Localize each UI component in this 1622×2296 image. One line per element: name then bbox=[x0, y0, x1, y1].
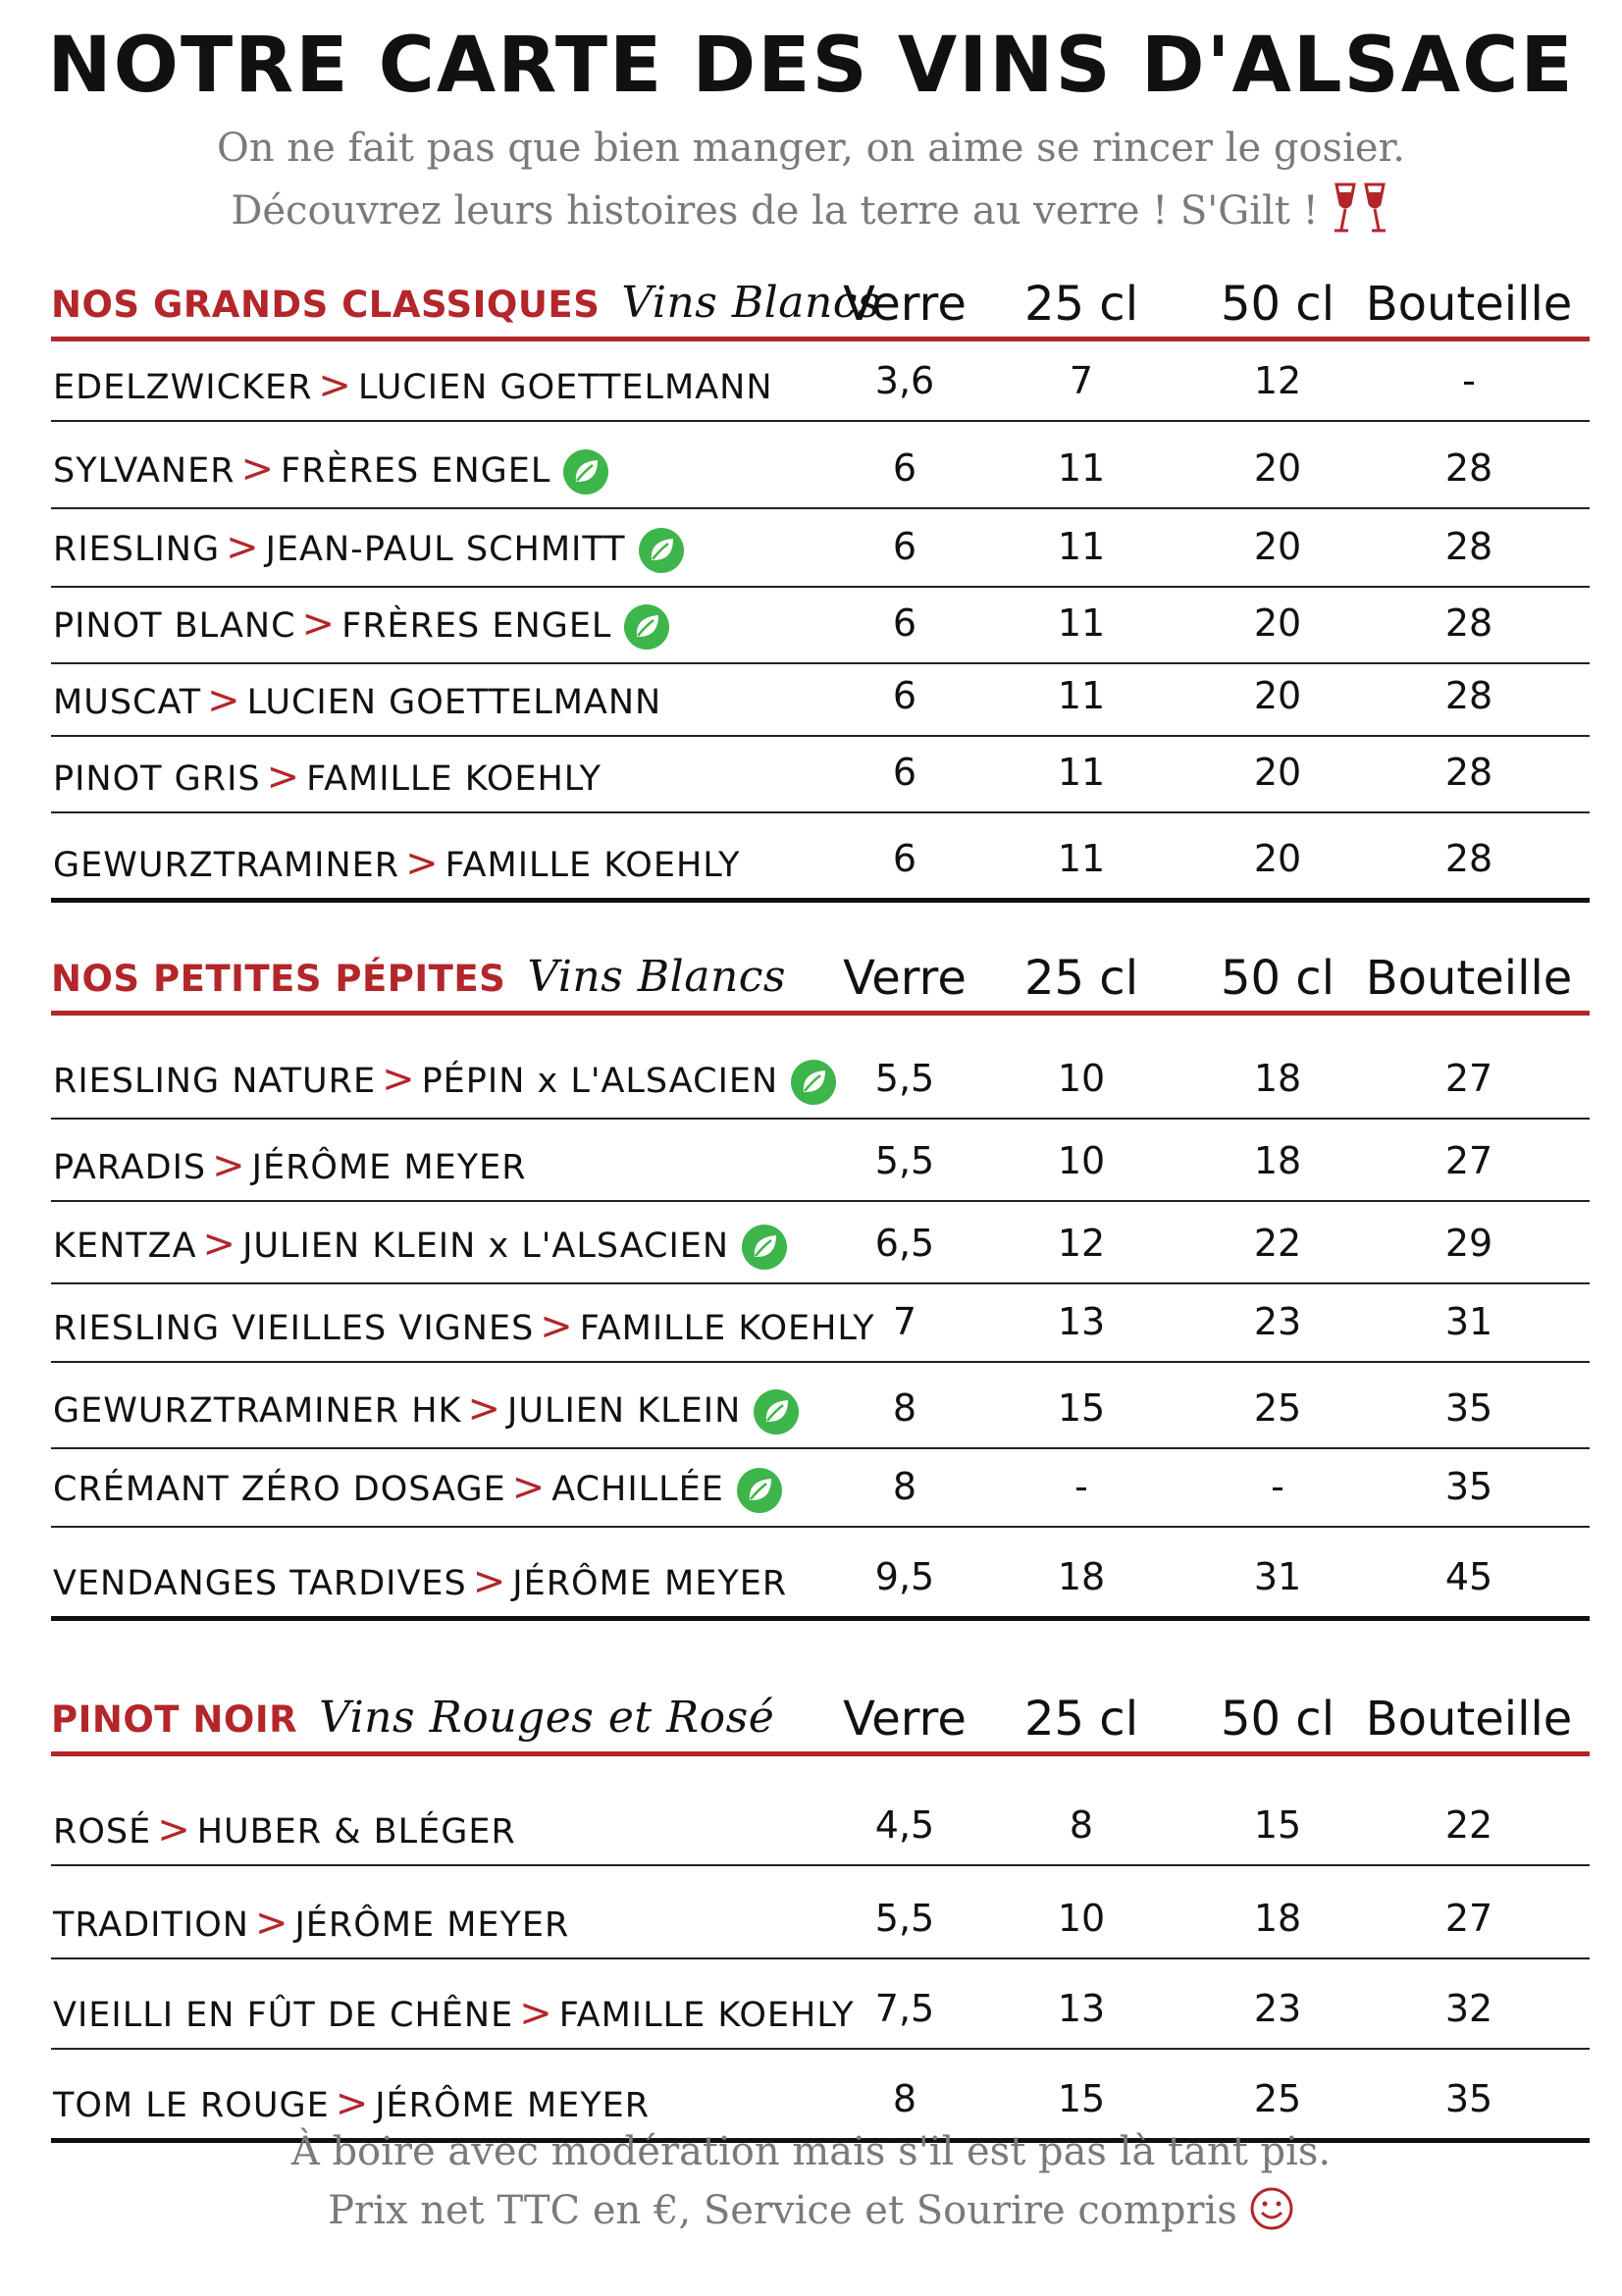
wine-name: RIESLING VIEILLES VIGNES bbox=[53, 1309, 535, 1348]
wine-row bbox=[51, 1449, 1590, 1528]
page-title: NOTRE CARTE DES VINS D'ALSACE bbox=[47, 22, 1575, 110]
organic-leaf-icon bbox=[790, 1059, 837, 1106]
chevron-right-icon: > bbox=[202, 1222, 237, 1267]
price-verre: 4,5 bbox=[874, 1803, 935, 1847]
wine-row bbox=[51, 664, 1590, 737]
wine-row bbox=[51, 813, 1590, 903]
producer-name: JÉRÔME MEYER bbox=[375, 2086, 651, 2125]
column-header: Verre bbox=[843, 277, 967, 332]
section-name: NOS PETITES PÉPITES bbox=[51, 958, 506, 1000]
price-bouteille: - bbox=[1462, 359, 1476, 402]
price-verre: 5,5 bbox=[874, 1057, 935, 1100]
wine-row bbox=[51, 588, 1590, 664]
chevron-right-icon: > bbox=[207, 678, 241, 723]
wine-label bbox=[53, 1143, 527, 1188]
section-title bbox=[51, 278, 880, 328]
producer-name: LUCIEN GOETTELMANN bbox=[357, 368, 773, 407]
price-bouteille: 29 bbox=[1444, 1222, 1493, 1265]
chevron-right-icon: > bbox=[157, 1807, 191, 1852]
producer-name: HUBER & BLÉGER bbox=[196, 1812, 516, 1852]
price-25cl: 11 bbox=[1057, 674, 1106, 717]
price-25cl: 10 bbox=[1057, 1057, 1106, 1100]
wine-label bbox=[53, 1057, 837, 1106]
price-verre: 8 bbox=[892, 1465, 917, 1508]
price-bouteille: 27 bbox=[1444, 1057, 1493, 1100]
wine-label bbox=[53, 1559, 787, 1604]
chevron-right-icon: > bbox=[212, 1143, 246, 1188]
price-bouteille: 45 bbox=[1444, 1555, 1493, 1598]
wine-name: ROSÉ bbox=[53, 1812, 152, 1852]
section-name: PINOT NOIR bbox=[51, 1698, 298, 1741]
chevron-right-icon: > bbox=[335, 2081, 370, 2126]
wine-name: PINOT BLANC bbox=[53, 606, 296, 646]
wine-label bbox=[53, 841, 741, 886]
wine-row bbox=[51, 1120, 1590, 1202]
column-header: Bouteille bbox=[1365, 1692, 1573, 1747]
wine-row bbox=[51, 737, 1590, 813]
wine-section bbox=[51, 927, 1590, 1621]
price-25cl: 11 bbox=[1057, 751, 1106, 794]
chevron-right-icon: > bbox=[301, 601, 337, 647]
price-25cl: 11 bbox=[1057, 837, 1106, 880]
price-bouteille: 22 bbox=[1444, 1803, 1493, 1847]
section-header bbox=[51, 1668, 1590, 1756]
wine-row bbox=[51, 509, 1590, 588]
wine-label bbox=[53, 525, 685, 574]
wine-row bbox=[51, 1959, 1590, 2050]
producer-name: ACHILLÉE bbox=[551, 1470, 724, 1509]
column-header: 25 cl bbox=[1023, 951, 1139, 1006]
wine-name: TRADITION bbox=[53, 1905, 249, 1945]
price-verre: 6 bbox=[892, 751, 917, 794]
price-verre: 6 bbox=[892, 837, 917, 880]
chevron-right-icon: > bbox=[511, 1465, 547, 1510]
wine-row bbox=[51, 1202, 1590, 1284]
chevron-right-icon: > bbox=[266, 755, 301, 800]
price-25cl: 18 bbox=[1057, 1555, 1106, 1598]
price-25cl: 15 bbox=[1057, 2077, 1106, 2120]
wine-name: VENDANGES TARDIVES bbox=[53, 1564, 467, 1603]
wine-row bbox=[51, 1363, 1590, 1449]
price-verre: 7 bbox=[892, 1300, 917, 1343]
wine-label bbox=[53, 601, 670, 651]
organic-leaf-icon bbox=[562, 448, 609, 496]
price-bouteille: 31 bbox=[1444, 1300, 1493, 1343]
wine-name: CRÉMANT ZÉRO DOSAGE bbox=[53, 1470, 506, 1509]
section-header bbox=[51, 253, 1590, 341]
price-bouteille: 28 bbox=[1444, 837, 1493, 880]
price-verre: 6 bbox=[892, 674, 917, 717]
organic-leaf-icon bbox=[741, 1224, 788, 1271]
price-50cl: 23 bbox=[1253, 1987, 1302, 2030]
organic-leaf-icon bbox=[753, 1388, 800, 1435]
wine-row bbox=[51, 1866, 1590, 1959]
price-25cl: 13 bbox=[1057, 1300, 1106, 1343]
price-bouteille: 28 bbox=[1444, 674, 1493, 717]
price-50cl: 20 bbox=[1253, 525, 1302, 568]
section-wine-type: Vins Rouges et Rosé bbox=[319, 1693, 775, 1743]
wine-label bbox=[53, 678, 661, 723]
organic-leaf-icon bbox=[736, 1467, 783, 1514]
producer-name: JÉRÔME MEYER bbox=[251, 1148, 527, 1187]
section-title bbox=[51, 1693, 774, 1743]
price-25cl: 10 bbox=[1057, 1897, 1106, 1940]
wine-name: PARADIS bbox=[53, 1148, 207, 1187]
chevron-right-icon: > bbox=[226, 525, 260, 570]
column-header: Bouteille bbox=[1365, 277, 1573, 332]
wine-name: GEWURZTRAMINER bbox=[53, 846, 400, 885]
price-50cl: 25 bbox=[1253, 1386, 1302, 1430]
price-verre: 3,6 bbox=[874, 359, 935, 402]
price-50cl: 20 bbox=[1253, 674, 1302, 717]
chevron-right-icon: > bbox=[405, 841, 440, 886]
column-header: Verre bbox=[843, 951, 967, 1006]
producer-name: FRÈRES ENGEL bbox=[341, 606, 612, 646]
wine-row bbox=[51, 422, 1590, 509]
wine-name: RIESLING NATURE bbox=[53, 1062, 377, 1101]
chevron-right-icon: > bbox=[240, 446, 276, 492]
chevron-right-icon: > bbox=[254, 1901, 289, 1946]
producer-name: JÉRÔME MEYER bbox=[294, 1905, 570, 1945]
producer-name: FAMILLE KOEHLY bbox=[579, 1309, 875, 1348]
wine-label bbox=[53, 1386, 800, 1435]
wine-row bbox=[51, 1528, 1590, 1621]
producer-name: LUCIEN GOETTELMANN bbox=[246, 683, 662, 722]
price-50cl: 18 bbox=[1253, 1057, 1302, 1100]
chevron-right-icon: > bbox=[519, 1991, 553, 2036]
price-25cl: - bbox=[1074, 1465, 1088, 1508]
price-25cl: 11 bbox=[1057, 525, 1106, 568]
wine-row bbox=[51, 1016, 1590, 1120]
price-verre: 6,5 bbox=[874, 1222, 935, 1265]
organic-leaf-icon bbox=[623, 603, 670, 651]
wine-name: GEWURZTRAMINER HK bbox=[53, 1391, 462, 1431]
chevron-right-icon: > bbox=[472, 1559, 507, 1604]
wine-name: TOM LE ROUGE bbox=[53, 2086, 330, 2125]
wine-label bbox=[53, 363, 773, 408]
wine-label bbox=[53, 2081, 650, 2126]
wine-name: EDELZWICKER bbox=[53, 368, 313, 407]
wine-name: RIESLING bbox=[53, 530, 221, 569]
column-header: 25 cl bbox=[1023, 277, 1139, 332]
price-bouteille: 27 bbox=[1444, 1897, 1493, 1940]
price-50cl: 20 bbox=[1253, 837, 1302, 880]
wine-row bbox=[51, 1284, 1590, 1363]
price-bouteille: 35 bbox=[1444, 1465, 1493, 1508]
price-25cl: 7 bbox=[1069, 359, 1094, 402]
price-25cl: 11 bbox=[1057, 601, 1106, 645]
price-50cl: 18 bbox=[1253, 1897, 1302, 1940]
price-50cl: 25 bbox=[1253, 2077, 1302, 2120]
section-wine-type: Vins Blancs bbox=[621, 278, 881, 328]
wine-label bbox=[53, 1901, 569, 1946]
section-name: NOS GRANDS CLASSIQUES bbox=[51, 284, 601, 326]
wine-label bbox=[53, 1304, 875, 1349]
price-bouteille: 27 bbox=[1444, 1139, 1493, 1182]
wine-row bbox=[51, 1756, 1590, 1866]
wine-label bbox=[53, 1807, 516, 1852]
column-header: Verre bbox=[843, 1692, 967, 1747]
producer-name: FAMILLE KOEHLY bbox=[445, 846, 741, 885]
section-title bbox=[51, 952, 786, 1002]
producer-name: FAMILLE KOEHLY bbox=[558, 1996, 855, 2035]
chevron-right-icon: > bbox=[318, 363, 352, 408]
price-verre: 5,5 bbox=[874, 1139, 935, 1182]
producer-name: JULIEN KLEIN bbox=[507, 1391, 742, 1431]
section-header bbox=[51, 927, 1590, 1016]
column-header: 50 cl bbox=[1220, 277, 1335, 332]
subtitle-line-2 bbox=[0, 181, 1622, 247]
price-25cl: 15 bbox=[1057, 1386, 1106, 1430]
price-bouteille: 28 bbox=[1444, 751, 1493, 794]
organic-leaf-icon bbox=[638, 527, 685, 574]
wine-section bbox=[51, 253, 1590, 903]
wine-name: SYLVANER bbox=[53, 451, 235, 491]
price-verre: 9,5 bbox=[874, 1555, 935, 1598]
price-verre: 8 bbox=[892, 1386, 917, 1430]
wine-label bbox=[53, 1465, 783, 1514]
price-50cl: 31 bbox=[1253, 1555, 1302, 1598]
subtitle-line-1: On ne fait pas que bien manger, on aime se rincer le gosier. bbox=[217, 126, 1405, 171]
price-verre: 6 bbox=[892, 446, 917, 490]
price-verre: 7,5 bbox=[874, 1987, 935, 2030]
price-verre: 6 bbox=[892, 601, 917, 645]
price-25cl: 12 bbox=[1057, 1222, 1106, 1265]
wine-name: KENTZA bbox=[53, 1226, 197, 1266]
producer-name: PÉPIN x L'ALSACIEN bbox=[421, 1062, 779, 1101]
producer-name: FAMILLE KOEHLY bbox=[306, 759, 602, 799]
producer-name: JULIEN KLEIN x L'ALSACIEN bbox=[242, 1226, 730, 1266]
price-verre: 8 bbox=[892, 2077, 917, 2120]
price-50cl: 20 bbox=[1253, 751, 1302, 794]
wine-glasses-icon bbox=[1329, 181, 1391, 247]
price-bouteille: 28 bbox=[1444, 525, 1493, 568]
section-wine-type: Vins Blancs bbox=[527, 952, 787, 1002]
column-header: 50 cl bbox=[1220, 951, 1335, 1006]
wine-section bbox=[51, 1668, 1590, 2143]
price-bouteille: 28 bbox=[1444, 601, 1493, 645]
price-50cl: 18 bbox=[1253, 1139, 1302, 1182]
wine-label bbox=[53, 1222, 788, 1271]
wine-name: VIEILLI EN FÛT DE CHÊNE bbox=[53, 1996, 514, 2035]
price-50cl: 12 bbox=[1253, 359, 1302, 402]
column-header: 25 cl bbox=[1023, 1692, 1139, 1747]
smiley-icon bbox=[1249, 2186, 1294, 2241]
chevron-right-icon: > bbox=[382, 1057, 416, 1102]
price-50cl: 23 bbox=[1253, 1300, 1302, 1343]
producer-name: JÉRÔME MEYER bbox=[512, 1564, 788, 1603]
price-25cl: 10 bbox=[1057, 1139, 1106, 1182]
column-header: 50 cl bbox=[1220, 1692, 1335, 1747]
price-bouteille: 35 bbox=[1444, 1386, 1493, 1430]
price-50cl: 20 bbox=[1253, 446, 1302, 490]
price-50cl: - bbox=[1271, 1465, 1284, 1508]
wine-label bbox=[53, 1991, 855, 2036]
wine-name: MUSCAT bbox=[53, 683, 202, 722]
price-50cl: 22 bbox=[1253, 1222, 1302, 1265]
producer-name: JEAN-PAUL SCHMITT bbox=[265, 530, 626, 569]
wine-row bbox=[51, 341, 1590, 422]
price-25cl: 8 bbox=[1069, 1803, 1094, 1847]
price-25cl: 11 bbox=[1057, 446, 1106, 490]
footer-line-1: À boire avec modération mais s'il est pas là tant pis. bbox=[290, 2129, 1332, 2174]
chevron-right-icon: > bbox=[540, 1304, 574, 1349]
price-bouteille: 32 bbox=[1444, 1987, 1493, 2030]
chevron-right-icon: > bbox=[467, 1386, 502, 1432]
footer-line-2-text: Prix net TTC en €, Service et Sourire compris bbox=[328, 2188, 1237, 2233]
wine-name: PINOT GRIS bbox=[53, 759, 261, 799]
price-25cl: 13 bbox=[1057, 1987, 1106, 2030]
footer-line-2 bbox=[0, 2186, 1622, 2241]
price-verre: 6 bbox=[892, 525, 917, 568]
producer-name: FRÈRES ENGEL bbox=[281, 451, 551, 491]
wine-label bbox=[53, 755, 602, 800]
subtitle-line-2-text: Découvrez leurs histoires de la terre au verre ! S'Gilt ! bbox=[231, 188, 1319, 234]
price-verre: 5,5 bbox=[874, 1897, 935, 1940]
price-bouteille: 35 bbox=[1444, 2077, 1493, 2120]
wine-label bbox=[53, 446, 609, 496]
column-header: Bouteille bbox=[1365, 951, 1573, 1006]
price-bouteille: 28 bbox=[1444, 446, 1493, 490]
price-50cl: 20 bbox=[1253, 601, 1302, 645]
price-50cl: 15 bbox=[1253, 1803, 1302, 1847]
